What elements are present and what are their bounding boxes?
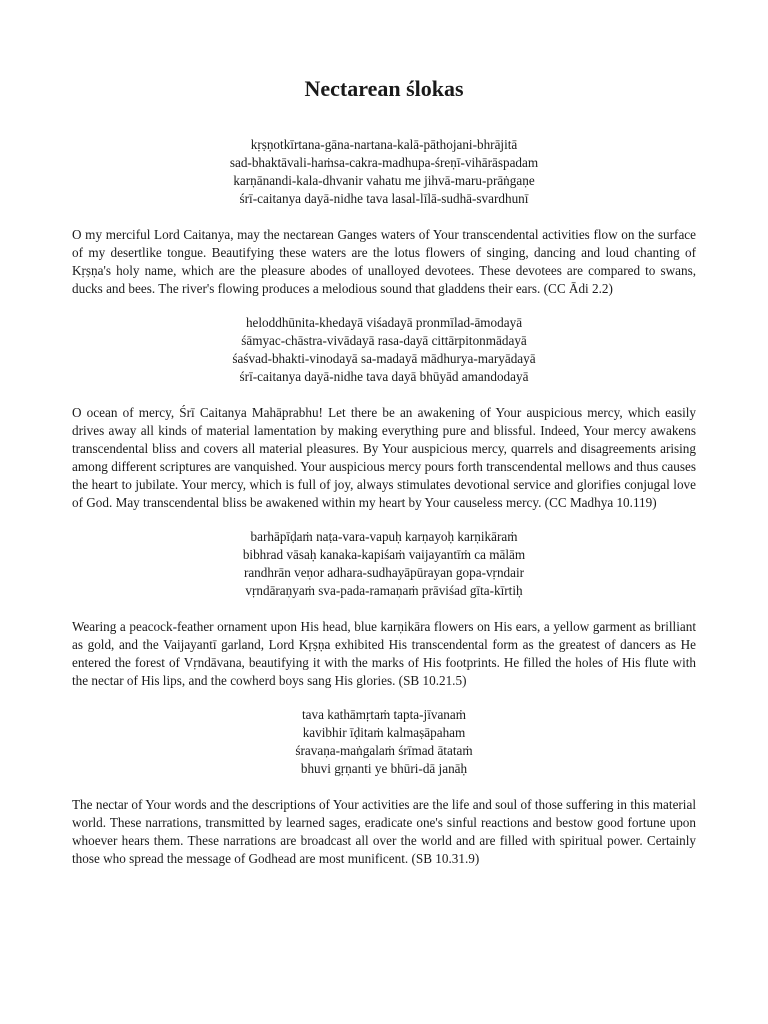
section-2 [72,314,696,528]
verse-line: śaśvad-bhakti-vinodayā sa-madayā mādhurya-maryādayā [232,351,536,366]
verse [72,314,696,386]
purport-paragraph: The nectar of Your words and the descriptions of Your activities are the life and soul of those suffering in this material world. These narrations, transmitted by learned sages, eradicate one's sinful reactions and bestow good fortune upon whoever hears them. These narrations are broadcast all over the world and are filled with spiritual power. Certainly those who spread the message of Godhead are most munificent. (SB 10.31.9) [72,797,696,866]
verse [72,136,696,208]
verse-line: barhāpīḍaṁ naṭa-vara-vapuḥ karṇayoḥ karṇikāraṁ [250,529,518,544]
verse-line: śāmyac-chāstra-vivādayā rasa-dayā cittārpitonmādayā [241,333,527,348]
section-4 [72,706,696,868]
verse-line: bibhrad vāsaḥ kanaka-kapiśaṁ vaijayantīṁ ca mālām [242,547,526,562]
verse-line: randhrān veṇor adhara-sudhayāpūrayan gopa-vṛndair [243,565,525,580]
verse-line: kavibhir īḍitaṁ kalmaṣāpaham [302,725,466,740]
verse-line: sad-bhaktāvali-haṁsa-cakra-madhupa-śreṇī-vihārāspadam [229,155,539,170]
section-1 [72,136,696,314]
verse-line: śravaṇa-maṅgalaṁ śrīmad ātataṁ [295,743,473,758]
verse-line: vṛndāraṇyaṁ sva-pada-ramaṇaṁ prāviśad gīta-kīrtiḥ [245,583,523,598]
verse-line: karṇānandi-kala-dhvanir vahatu me jihvā-maru-prāṅgaṇe [233,173,535,188]
page-title: Nectarean ślokas [304,76,464,101]
verse-line: śrī-caitanya dayā-nidhe tava dayā bhūyād amandodayā [239,369,529,384]
purport-paragraph: O ocean of mercy, Śrī Caitanya Mahāprabhu! Let there be an awakening of Your auspicious mercy, which easily drives away all kinds of material lamentation by making everything pure and blissful. Indeed, Your mercy awakens transcendental bliss and covers all material pleasures. By Your auspicious mercy, quarrels and disagreements arising among different scriptures are vanquished. Your auspicious mercy pours forth transcendental mellows and thus causes the heart to jubilate. Your mercy, which is full of joy, always stimulates devotional service and glorifies conjugal love of God. May transcendental bliss be awakened within my heart by Your causeless mercy. (CC Madhya 10.119) [72,405,696,510]
verse-line: kṛṣṇotkīrtana-gāna-nartana-kalā-pāthojani-bhrājitā [250,137,518,152]
verse-line: heloddhūnita-khedayā viśadayā pronmīlad-āmodayā [245,315,523,330]
verse-line: tava kathāmṛtaṁ tapta-jīvanaṁ [301,707,467,722]
purport-paragraph: Wearing a peacock-feather ornament upon His head, blue karṇikāra flowers on His ears, a yellow garment as brilliant as gold, and the Vaijayantī garland, Lord Kṛṣṇa exhibited His transcendental form as the greatest of dancers as He entered the forest of Vṛndāvana, beautifying it with the marks of His footprints. He filled the holes of His flute with the nectar of His lips, and the cowherd boys sang His glories. (SB 10.21.5) [72,619,696,688]
verse [72,528,696,600]
verse-line: bhuvi gṛṇanti ye bhūri-dā janāḥ [300,761,468,776]
purport-paragraph: O my merciful Lord Caitanya, may the nectarean Ganges waters of Your transcendental activities flow on the surface of my desertlike tongue. Beautifying these waters are the lotus flowers of singing, dancing and loud chanting of Kṛṣṇa's holy name, which are the pleasure abodes of unalloyed devotees. These devotees are compared to swans, ducks and bees. The river's flowing produces a melodious sound that gladdens their ears. (CC Ādi 2.2) [72,227,696,296]
verse-line: śrī-caitanya dayā-nidhe tava lasal-līlā-sudhā-svardhunī [239,191,529,206]
section-3 [72,528,696,706]
verse [72,706,696,778]
document-page [72,70,696,868]
